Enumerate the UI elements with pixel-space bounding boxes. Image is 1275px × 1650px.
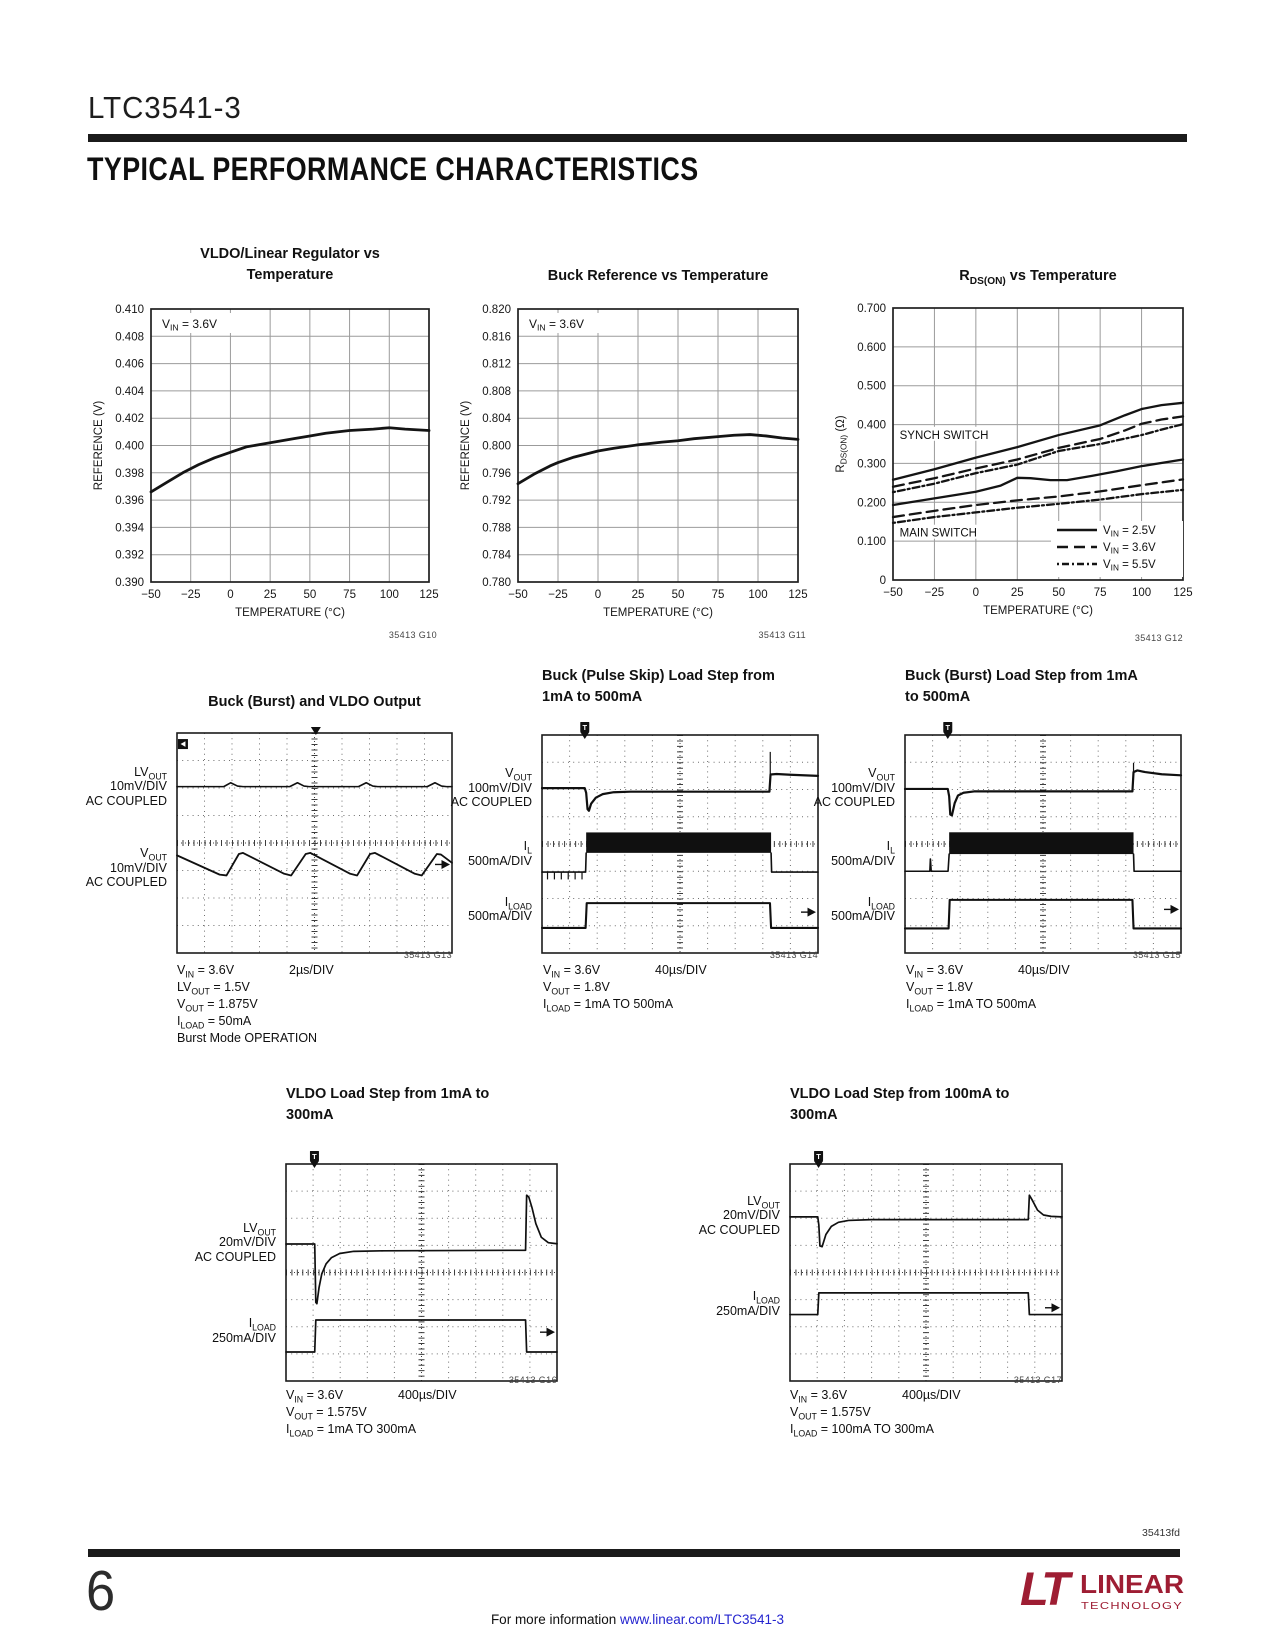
svg-text:0.784: 0.784 — [482, 549, 511, 562]
svg-text:0.300: 0.300 — [857, 458, 886, 471]
scope-condition: $I_{LOAD} = 100mA$ TO 300mA — [790, 1422, 934, 1439]
footer-link[interactable]: www.linear.com/LTC3541-3 — [619, 1612, 785, 1627]
svg-text:0: 0 — [972, 587, 980, 599]
svg-text:TEMPERATURE (°C): TEMPERATURE (°C) — [603, 607, 713, 619]
timebase: 2µs/DIV — [289, 963, 334, 977]
svg-text:0.392: 0.392 — [115, 549, 144, 562]
svg-text:0.398: 0.398 — [115, 467, 144, 480]
scope-condition: $I_{LOAD} = 1mA$ TO 500mA — [906, 997, 1037, 1014]
logo-technology-text: TECHNOLOGY — [1081, 1601, 1183, 1612]
svg-text:TEMPERATURE (°C): TEMPERATURE (°C) — [235, 607, 345, 619]
svg-text:100: 100 — [379, 589, 399, 601]
svg-text:−50: −50 — [508, 589, 528, 601]
svg-text:VIN = 3.6V: $V_{IN} = 3.6V$ — [1103, 542, 1156, 556]
svg-text:0.400: 0.400 — [115, 440, 144, 453]
graph-id: 35413 G10 — [388, 630, 437, 640]
chart-rdson-vs-temperature — [830, 286, 1198, 630]
svg-text:0.812: 0.812 — [482, 358, 511, 371]
svg-text:T: T — [945, 723, 951, 732]
condition-vin: $V_{IN} = 3.6V$ — [543, 963, 601, 980]
chart-buck-reference-vs-temperature — [455, 287, 823, 631]
svg-text:0.400: 0.400 — [857, 419, 886, 432]
channel-label: $V_{OUT}$ 10mV/DIV AC COUPLED — [85, 846, 167, 889]
svg-text:25: 25 — [1010, 587, 1024, 599]
scope-condition: $V_{OUT} = 1.8V$ — [906, 980, 973, 997]
svg-text:0: 0 — [594, 589, 602, 601]
svg-text:0.808: 0.808 — [482, 385, 511, 398]
svg-text:RDS(ON) (Ω): $R_{DS(ON)}$ (Ω) — [835, 415, 849, 473]
oscilloscope-vldo-load-step-1ma — [276, 1148, 567, 1399]
svg-text:T: T — [582, 723, 588, 732]
svg-text:VIN = 2.5V: $V_{IN} = 2.5V$ — [1103, 525, 1156, 539]
svg-text:125: 125 — [1173, 587, 1193, 599]
section-title: TYPICAL PERFORMANCE CHARACTERISTICS — [87, 151, 699, 187]
condition-vin: $V_{IN} = 3.6V$ — [790, 1388, 848, 1405]
svg-text:REFERENCE (V): REFERENCE (V) — [460, 400, 472, 491]
svg-text:100: 100 — [1131, 587, 1152, 599]
channel-label: $I_L$ 500mA/DIV — [468, 839, 532, 868]
footer-rule — [88, 1549, 1180, 1557]
svg-text:0: 0 — [227, 589, 234, 601]
svg-text:125: 125 — [419, 589, 439, 601]
scope-conditions — [286, 1387, 556, 1438]
svg-text:75: 75 — [1093, 587, 1107, 599]
svg-text:0.396: 0.396 — [115, 495, 144, 508]
svg-text:−50: −50 — [883, 587, 903, 599]
svg-text:SYNCH SWITCH: SYNCH SWITCH — [899, 429, 989, 442]
oscilloscope-vldo-load-step-100ma — [780, 1148, 1072, 1399]
condition-vin: $V_{IN} = 3.6V$ — [177, 963, 235, 980]
inductor-current-band — [949, 832, 1133, 854]
timebase: 400µs/DIV — [398, 1388, 457, 1402]
svg-text:TEMPERATURE (°C): TEMPERATURE (°C) — [983, 605, 1093, 617]
chart-vldo-reference-vs-temperature — [88, 287, 456, 631]
svg-text:0.406: 0.406 — [115, 358, 144, 371]
svg-text:VIN = 3.6V: $V_{IN} = 3.6V$ — [529, 317, 585, 333]
svg-text:0.804: 0.804 — [482, 413, 511, 426]
timebase: 400µs/DIV — [902, 1388, 961, 1402]
svg-text:0.796: 0.796 — [482, 467, 511, 480]
svg-text:VIN = 5.5V: $V_{IN} = 5.5V$ — [1103, 559, 1156, 573]
scope-condition: $V_{OUT} = 1.575V$ — [790, 1405, 871, 1422]
svg-text:125: 125 — [788, 589, 808, 601]
channel-label: $I_{LOAD}$ 500mA/DIV — [468, 894, 532, 924]
svg-text:0.200: 0.200 — [857, 497, 886, 510]
svg-text:−25: −25 — [924, 587, 945, 599]
svg-text:75: 75 — [343, 589, 356, 601]
svg-text:0.788: 0.788 — [482, 522, 511, 535]
scope-title-burst-load-step: Buck (Burst) Load Step from 1mA to 500mA — [905, 668, 1138, 705]
svg-text:MAIN SWITCH: MAIN SWITCH — [899, 527, 977, 540]
scope-condition: $V_{OUT} = 1.575V$ — [286, 1405, 367, 1422]
chart-title-vldo-reference: VLDO/Linear Regulator vs Temperature — [200, 246, 380, 283]
svg-text:0.394: 0.394 — [115, 522, 144, 535]
condition-vin: $V_{IN} = 3.6V$ — [286, 1388, 344, 1405]
graph-id: 35413 G11 — [758, 630, 806, 640]
channel-label: $V_{OUT}$ 100mV/DIV AC COUPLED — [813, 766, 895, 810]
scope-title-vldo-load-step-100ma: VLDO Load Step from 100mA to 300mA — [790, 1086, 1010, 1123]
scope-title-pulse-skip-load-step: Buck (Pulse Skip) Load Step from 1mA to 500mA — [542, 668, 775, 705]
graph-id: 35413 G15 — [1132, 950, 1181, 960]
scope-title-burst-vldo-output: Buck (Burst) and VLDO Output — [208, 694, 421, 710]
scope-conditions — [177, 962, 447, 1047]
svg-text:25: 25 — [631, 589, 645, 601]
oscilloscope-burst-load-step — [895, 719, 1191, 971]
linear-technology-logo — [1018, 1558, 1190, 1618]
svg-text:0.410: 0.410 — [115, 304, 144, 316]
timebase: 40µs/DIV — [1018, 963, 1070, 977]
scope-condition: $V_{OUT} = 1.875V$ — [177, 997, 258, 1014]
svg-text:0: 0 — [879, 575, 886, 587]
footer-info-text: For more information — [490, 1612, 620, 1627]
svg-text:0.404: 0.404 — [115, 385, 144, 398]
scope-conditions — [790, 1387, 1060, 1438]
svg-text:50: 50 — [1052, 587, 1066, 599]
document-code: 35413fd — [1142, 1527, 1180, 1539]
channel-label: $LV_{OUT}$ 20mV/DIV AC COUPLED — [194, 1220, 276, 1264]
svg-text:0.792: 0.792 — [482, 495, 511, 508]
svg-text:−25: −25 — [180, 589, 201, 601]
scope-condition: $I_{LOAD} = 1mA$ TO 300mA — [286, 1422, 417, 1439]
chart-title-buck-reference: Buck Reference vs Temperature — [547, 268, 769, 284]
svg-text:50: 50 — [303, 589, 317, 601]
part-number: LTC3541-3 — [88, 90, 242, 125]
svg-text:T: T — [312, 1152, 317, 1161]
svg-text:0.100: 0.100 — [857, 536, 886, 549]
logo-linear-text: LINEAR — [1080, 1569, 1185, 1599]
timebase: 40µs/DIV — [655, 963, 707, 977]
svg-text:0.700: 0.700 — [857, 303, 886, 315]
svg-text:0.390: 0.390 — [115, 577, 144, 589]
svg-text:0.402: 0.402 — [115, 413, 144, 426]
svg-text:REFERENCE (V): REFERENCE (V) — [93, 400, 105, 491]
header-rule — [88, 134, 1187, 142]
condition-vin: $V_{IN} = 3.6V$ — [906, 963, 964, 980]
page-number: 6 — [86, 1559, 116, 1623]
scope-condition: $I_{LOAD} = 50mA$ — [177, 1014, 252, 1031]
scope-condition: $I_{LOAD} = 1mA$ TO 500mA — [543, 997, 674, 1014]
graph-id: 35413 G12 — [1134, 633, 1183, 643]
scope-condition: $LV_{OUT} = 1.5V$ — [177, 980, 250, 997]
channel-label: $I_{LOAD}$ 250mA/DIV — [212, 1316, 276, 1345]
graph-id: 35413 G13 — [403, 950, 452, 960]
scope-condition: $V_{OUT} = 1.8V$ — [543, 980, 610, 997]
channel-label: $I_{LOAD}$ 250mA/DIV — [716, 1289, 780, 1318]
scope-conditions — [543, 962, 813, 1013]
svg-text:50: 50 — [671, 589, 685, 601]
svg-text:−50: −50 — [141, 589, 161, 601]
channel-label: $I_{LOAD}$ 500mA/DIV — [831, 894, 895, 924]
channel-label: $LV_{OUT}$ 10mV/DIV AC COUPLED — [85, 764, 167, 808]
chart-title-rdson: $R_{DS(ON)}$ vs Temperature — [959, 268, 1117, 287]
channel-label: $I_L$ 500mA/DIV — [831, 839, 895, 868]
scope-conditions — [906, 962, 1176, 1013]
svg-text:25: 25 — [263, 589, 277, 601]
channel-label: $LV_{OUT}$ 20mV/DIV AC COUPLED — [698, 1193, 780, 1237]
svg-text:T: T — [816, 1152, 821, 1161]
lt-monogram-icon: LT — [1020, 1562, 1066, 1615]
graph-id: 35413 G14 — [769, 950, 818, 960]
svg-text:100: 100 — [748, 589, 768, 601]
svg-text:0.600: 0.600 — [857, 341, 886, 354]
svg-text:−25: −25 — [548, 589, 568, 601]
graph-id: 35413 G16 — [508, 1375, 557, 1385]
svg-text:0.800: 0.800 — [482, 440, 511, 453]
channel-label: $V_{OUT}$ 100mV/DIV AC COUPLED — [450, 766, 532, 810]
svg-text:0.408: 0.408 — [115, 331, 144, 344]
svg-text:0.500: 0.500 — [857, 380, 886, 393]
scope-condition: Burst Mode OPERATION — [177, 1031, 318, 1045]
graph-id: 35413 G17 — [1013, 1375, 1062, 1385]
svg-text:75: 75 — [711, 589, 725, 601]
svg-text:0.816: 0.816 — [482, 331, 511, 344]
svg-text:0.820: 0.820 — [482, 304, 511, 316]
svg-text:VIN = 3.6V: $V_{IN} = 3.6V$ — [162, 317, 218, 333]
svg-text:0.780: 0.780 — [482, 577, 511, 589]
scope-title-vldo-load-step-1ma: VLDO Load Step from 1mA to 300mA — [286, 1086, 490, 1123]
